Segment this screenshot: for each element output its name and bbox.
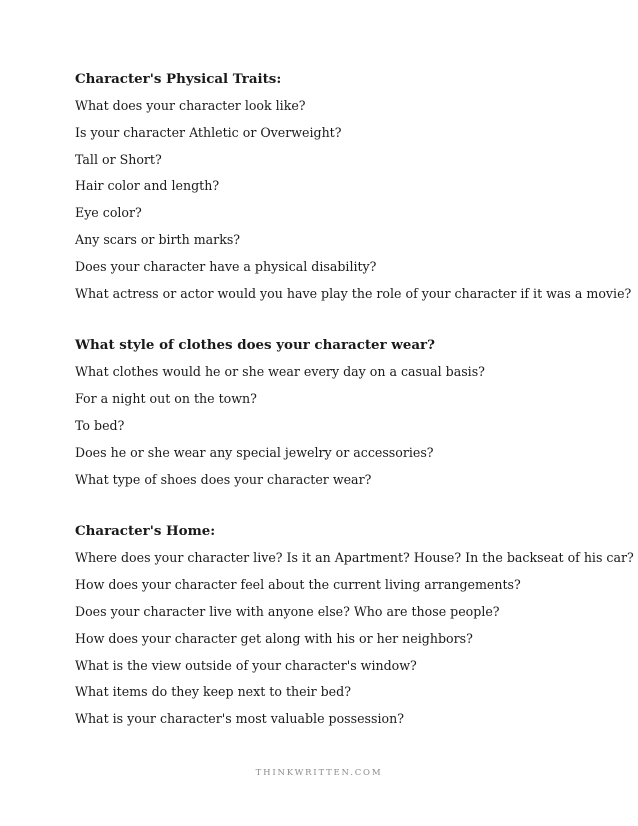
question-item: What items do they keep next to their bed? — [75, 684, 351, 700]
question-item: Does he or she wear any special jewelry or accessories? — [75, 444, 434, 460]
question-item: What is the view outside of your character's window? — [75, 657, 417, 673]
document-page — [75, 66, 634, 733]
question-item: What type of shoes does your character wear? — [75, 471, 372, 487]
question-item: To bed? — [75, 417, 125, 433]
question-item: How does your character feel about the current living arrangements? — [75, 577, 521, 593]
question-item: For a night out on the town? — [75, 391, 257, 407]
question-item: How does your character get along with his or her neighbors? — [75, 630, 473, 646]
section-clothing-style — [75, 332, 615, 493]
question-item: Eye color? — [75, 205, 142, 221]
question-item: Does your character live with anyone else? Who are those people? — [75, 603, 500, 619]
question-item: Does your character have a physical disability? — [75, 258, 377, 274]
section-heading: Character's Home: — [75, 523, 216, 540]
question-item: Where does your character live? Is it an Apartment? House? In the backseat of his car? — [75, 550, 634, 566]
question-item: Tall or Short? — [75, 151, 162, 167]
question-item: What clothes would he or she wear every day on a casual basis? — [75, 364, 485, 380]
question-item: Is your character Athletic or Overweight? — [75, 124, 342, 140]
section-physical-traits — [75, 66, 632, 307]
section-heading: Character's Physical Traits: — [75, 71, 282, 87]
question-item: What is your character's most valuable possession? — [75, 711, 404, 727]
question-item: What does your character look like? — [75, 98, 306, 113]
section-heading: What style of clothes does your character wear? — [75, 337, 435, 354]
question-item: What actress or actor would you have play the role of your character if it was a movie? — [75, 285, 632, 301]
section-character-home — [75, 518, 634, 733]
question-item: Any scars or birth marks? — [75, 231, 241, 247]
question-item: Hair color and length? — [75, 178, 220, 194]
footer-site-name: THINKWRITTEN.COM — [255, 768, 383, 778]
